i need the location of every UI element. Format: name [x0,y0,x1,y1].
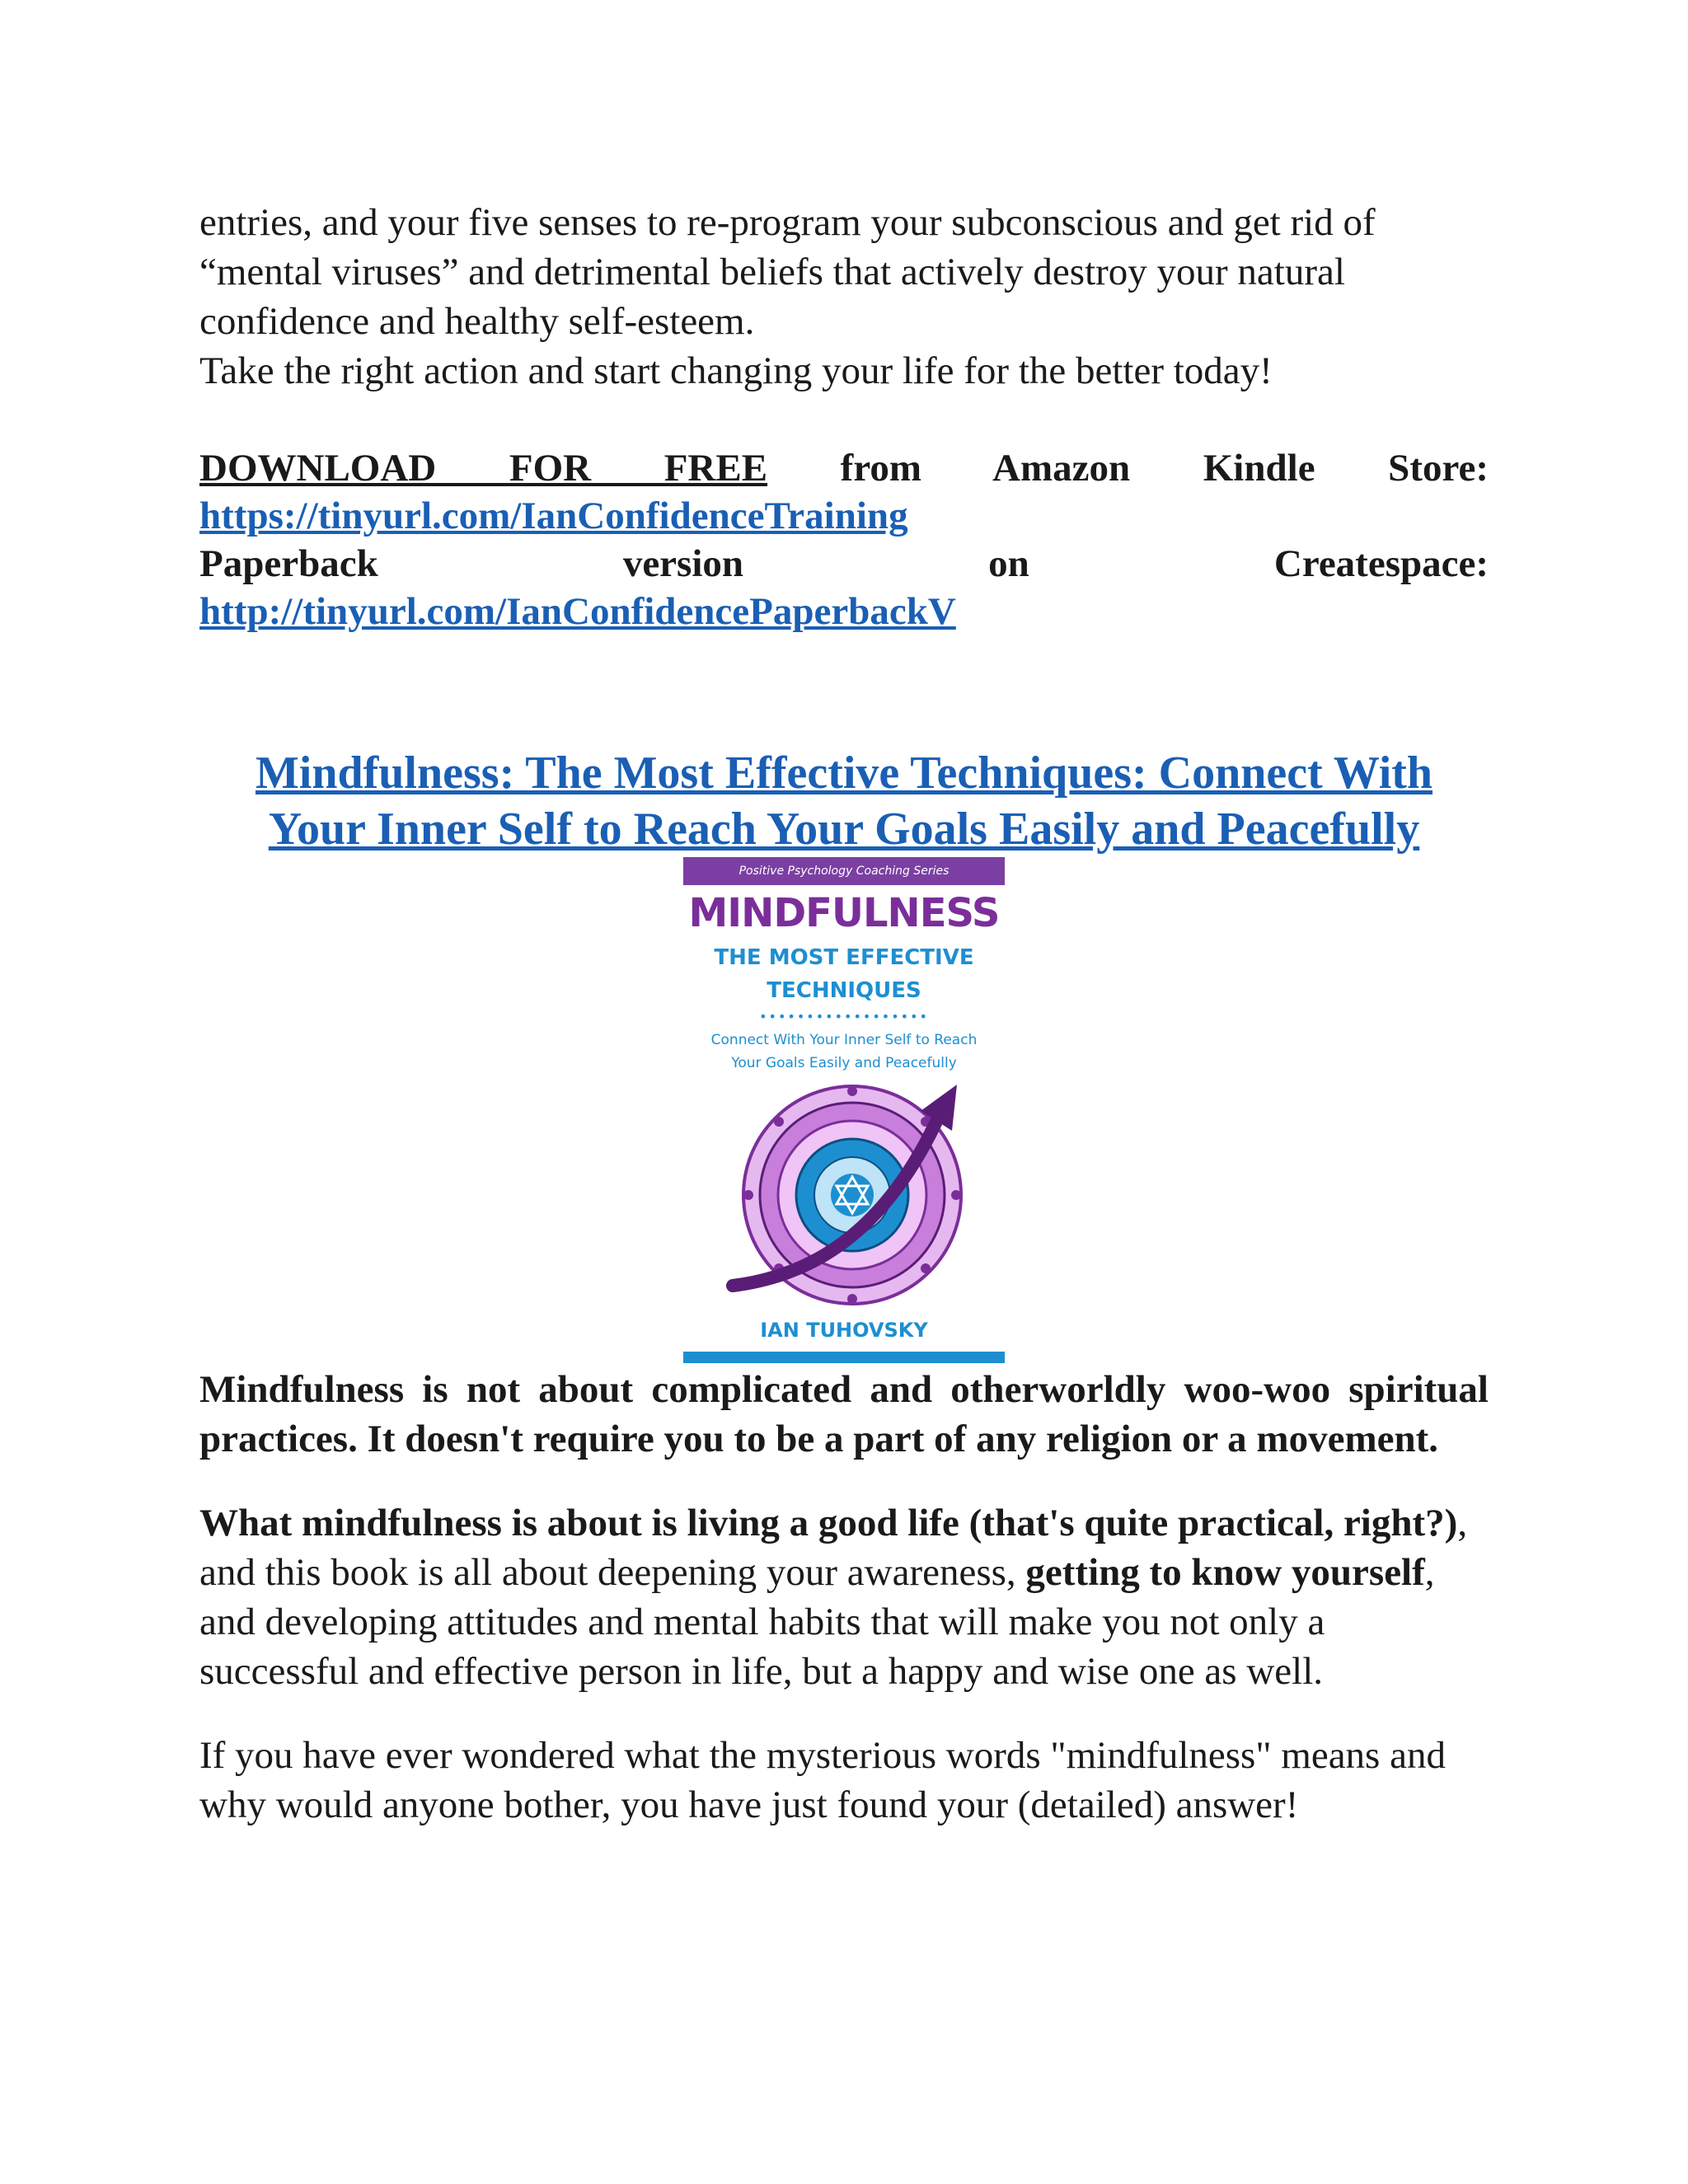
kindle-link[interactable]: https://tinyurl.com/IanConfidenceTraining [199,494,908,537]
para2-bold-lead: What mindfulness is about is living a good life (that's quite practical, right?) [199,1502,1458,1544]
cover-series-banner: Positive Psychology Coaching Series [683,857,1005,885]
paperback-link[interactable]: http://tinyurl.com/IanConfidencePaperbackV [199,590,956,633]
intro-line: “mental viruses” and detrimental beliefs that actively destroy your natural [199,251,1345,293]
cover-subtitle-line: THE MOST EFFECTIVE [714,945,974,970]
cover-title: MINDFULNESS [688,890,1000,936]
book-cover[interactable] [683,857,1005,1365]
intro-block [199,198,1489,396]
download-free-label: DOWNLOAD FOR FREE [199,447,768,490]
book-title-link-line2[interactable]: Your Inner Self to Reach Your Goals Easily and Peacefully [268,804,1420,855]
cover-subtitle [683,941,1005,1007]
cover-tagline-line: Your Goals Easily and Peacefully [731,1055,957,1071]
download-block [199,443,1489,636]
body-paragraph-2 [199,1498,1489,1696]
para2-text: , and this book is all about deepening your awareness, [199,1502,1468,1594]
para2-bold-emphasis: getting to know yourself [1025,1551,1425,1594]
download-store-label: from Amazon Kindle Store: [840,447,1489,490]
cover-dots-divider: •••••••••••••••••• [759,1009,929,1024]
mandala-arrow-icon [724,1080,964,1310]
cover-bottom-bar [683,1352,1005,1363]
paperback-label: Paperback version on Createspace: [199,542,1489,585]
document-page [199,198,1489,1830]
book-heading [199,745,1489,857]
intro-line: confidence and healthy self-esteem. [199,300,755,343]
body-paragraph-1: Mindfulness is not about complicated and otherworldly woo-woo spiritual practices. It doesn't require you to be a part of any religion or a movement. [199,1368,1489,1460]
para2-text-end: , and developing attitudes and mental habits that will make you not only a successful and effective person in life, but a happy and wise one as well. [199,1551,1435,1693]
cover-author: IAN TUHOVSKY [760,1319,928,1342]
intro-line: Take the right action and start changing your life for the better today! [199,349,1273,392]
paperback-link-line [199,587,1489,636]
book-title-link-line1[interactable]: Mindfulness: The Most Effective Techniques: Connect With [255,748,1433,799]
download-line [199,443,1489,493]
cover-tagline-line: Connect With Your Inner Self to Reach [710,1032,978,1048]
cover-subtitle-line: TECHNIQUES [767,978,921,1003]
body-paragraph-3: If you have ever wondered what the mysterious words "mindfulness" means and why would anyone bother, you have just found your (detailed) answer! [199,1734,1446,1826]
intro-line: entries, and your five senses to re-program your subconscious and get rid of [199,201,1376,244]
kindle-link-line [199,491,1489,541]
cover-tagline [683,1029,1005,1075]
